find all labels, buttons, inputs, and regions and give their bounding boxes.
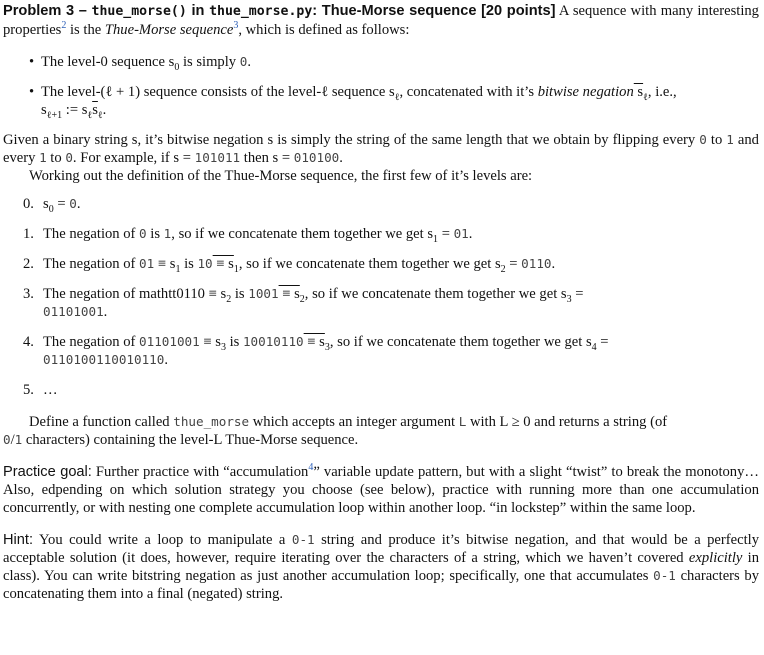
footnote-link-3[interactable]: 3 — [233, 20, 239, 32]
hint-paragraph: Hint: You could write a loop to manipulate a 0-1 string and produce it’s bitwise negation, and that would be a perfectly acceptable solution (it does, however, require iterating over the characters of a string, which we haven’t covered explicitly in class). You can write bitstring negation as just another accumulation loop; specifically, one that accumulates 0-1 characters by concatenating them into a final (negated) string. — [3, 532, 760, 602]
level-item-5: 5. … — [23, 382, 58, 398]
define-paragraph: Define a function called thue_morse which accepts an integer argument L with L ≥ 0 and returns a string (of — [29, 414, 668, 430]
file-name: thue_morse.py — [209, 4, 313, 19]
working-paragraph: Working out the definition of the Thue-Morse sequence, the first few of it’s levels are: — [29, 168, 533, 184]
levels-list — [3, 195, 759, 399]
page — [3, 0, 759, 603]
practice-goal-label: Practice goal: — [3, 464, 92, 480]
define-paragraph-cont: 0/1 characters) containing the level-L Thue-Morse sequence. — [3, 432, 359, 448]
level-item-1: 1. The negation of 0 is 1, so if we concatenate them together we get $s_1 = 01$. — [23, 226, 473, 245]
definition-item-base: • The level-0 sequence $s_0$ is simply 0. — [29, 54, 251, 73]
hint-label: Hint: — [3, 532, 34, 548]
footnote-link-4[interactable]: 4 — [308, 462, 314, 474]
definition-item-recursive: • The level-(ℓ + 1) sequence consists of the level-ℓ sequence $s_\ell$, concatenated with it’s bitwise negation $s_\ell$, i.e., $s_{\ell+1}$ := $s_\ell\overline{s}_\ell$. — [29, 84, 677, 121]
level-item-4: 4. The negation of $01101001 \equiv s_3$ is $10010110 \equiv s_3$, so if we concatenate them together we get $s_4$ = 0110100110010110. — [23, 334, 609, 368]
problem-title: Problem 3 – thue_morse() in thue_morse.py: Thue-Morse sequence [20 points] — [3, 3, 556, 19]
function-name: thue_morse — [173, 414, 250, 429]
definition-list — [3, 53, 759, 119]
negation-paragraph: Given a binary string s, it’s bitwise negation s is simply the string of the same length that we obtain by flipping every 0 to 1 and every 1 to 0. For example, if s = 101011 then s = 010100. — [3, 132, 759, 166]
level-item-0: 0. $s_0 = 0$. — [23, 196, 81, 215]
practice-goal-paragraph: Practice goal: Further practice with “accumulation$^4$” variable update pattern, but with a slight “twist” to break the monotony… Also, edpending on which solution strategy you choose (see below), practice with running more than one accumulation concurrently, or with nesting one complete accumulation loop within another loop. “in lockstep” within the same loop. — [3, 462, 759, 516]
level-item-2: 2. The negation of $01 \equiv s_1$ is $10 \equiv s_1$, so if we concatenate them together we get $s_2 = 0110$. — [23, 256, 556, 275]
func-name: thue_morse() — [91, 4, 187, 19]
footnote-link-2[interactable]: 2 — [61, 20, 67, 32]
bullet-icon: • — [29, 54, 35, 70]
bullet-icon: • — [29, 84, 35, 100]
level-item-3: 3. The negation of mathtt0110 ≡ $s_2$ is $1001 \equiv s_2$, so if we concatenate them together we get $s_3$ = 01101001. — [23, 286, 584, 320]
problem-heading: Problem 3 – thue_morse() in thue_morse.py: Thue-Morse sequence [20 points] A sequence with many interesting properties$^2$ is the Thue-Morse sequence$^3$, which is defined as follows: — [3, 3, 759, 38]
